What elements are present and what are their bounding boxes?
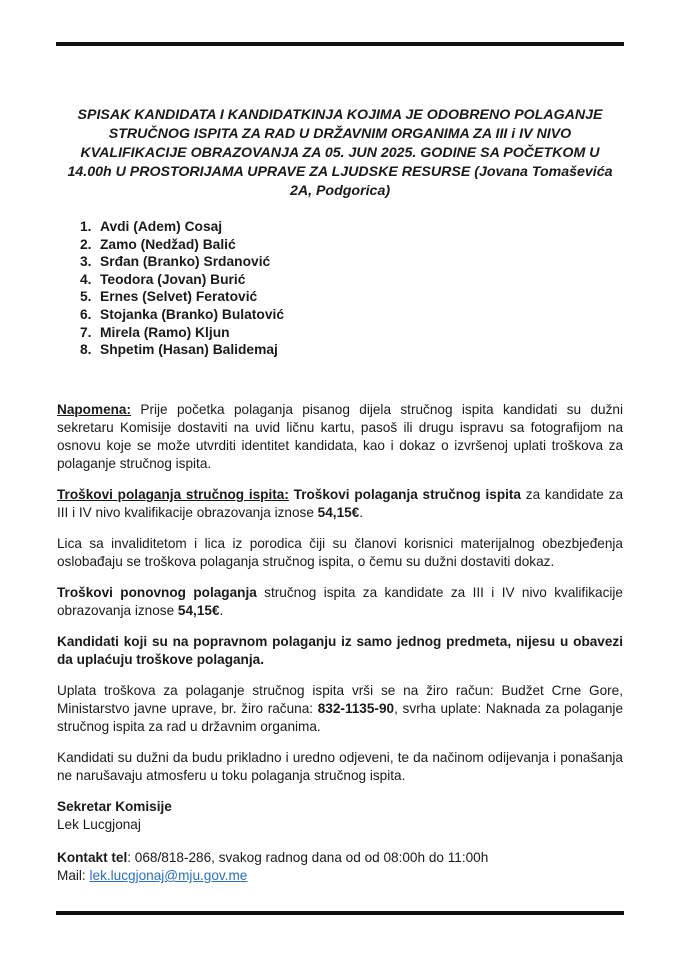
costs-amount: 54,15€: [317, 505, 360, 520]
note-label: Napomena:: [57, 402, 132, 417]
costs-label: Troškovi polaganja stručnog ispita:: [57, 487, 289, 502]
item-number: 8.: [80, 342, 92, 358]
exemption-paragraph: Lica sa invaliditetom i lica iz porodica čiji su članovi korisnici materijalnog obezbjeđenja oslobađaju se troškova polaganja stručnog ispita, o čemu su dužni dostaviti dokaz.: [57, 536, 623, 569]
signature-role: [57, 798, 623, 816]
document-title: SPISAK KANDIDATA I KANDIDATKINJA KOJIMA JE ODOBRENO POLAGANJE STRUČNOG ISPITA ZA RAD U DRŽAVNIM ORGANIMA ZA III i IV NIVO KVALIFIKACIJE OBRAZOVANJA ZA 05. JUN 2025. GODINE SA POČETKOM U 14.00h U PROSTORIJAMA UPRAVE ZA LJUDSKE RESURSE (Jovana Tomaševića 2A, Podgorica): [67, 107, 613, 199]
account-number: 832-1135-90: [317, 701, 395, 716]
single-subject-paragraph: [57, 633, 623, 669]
phone-text: : 068/818-286, svakog radnog dana od od 08:00h do 11:00h: [127, 850, 489, 865]
contact-phone: [57, 849, 623, 867]
list-item: [80, 288, 284, 306]
email-link[interactable]: lek.lucgjonaj@mju.gov.me: [89, 868, 248, 883]
bottom-divider: [56, 911, 624, 915]
retake-text: stručnog ispita za kandidate za III i IV nivo kvalifikacije obrazovanja iznose: [57, 585, 623, 618]
contact-mail: [57, 867, 623, 885]
list-item: [80, 236, 284, 254]
retake-bold: Troškovi ponovnog polaganja: [57, 585, 257, 600]
top-divider: [56, 42, 624, 46]
note-text: Prije početka polaganja pisanog dijela stručnog ispita kandidati su dužni sekretaru Komisije dostaviti na uvid ličnu kartu, pasoš ili drugu ispravu sa fotografijom na osnovu koje se može utvrditi identitet kandidata, kao i dokaz o izvršenoj uplati troškova za polaganje stručnog ispita.: [57, 402, 623, 471]
candidate-name: Teodora (Jovan) Burić: [100, 271, 246, 287]
list-item: [80, 341, 284, 359]
retake-paragraph: [57, 584, 623, 620]
costs-paragraph: [57, 486, 623, 522]
candidate-name: Shpetim (Hasan) Balidemaj: [100, 342, 278, 358]
list-item: [80, 306, 284, 324]
phone-label: Kontakt tel: [57, 850, 128, 865]
candidate-name: Zamo (Nedžad) Balić: [100, 236, 236, 252]
candidate-name: Mirela (Ramo) Kljun: [100, 324, 230, 340]
item-number: 5.: [80, 289, 92, 305]
item-number: 2.: [80, 236, 92, 252]
item-number: 6.: [80, 306, 92, 322]
note-paragraph: [57, 401, 623, 473]
signature-role-text: Sekretar Komisije: [57, 799, 172, 814]
candidate-name: Avdi (Adem) Cosaj: [100, 219, 223, 234]
costs-bold: Troškovi polaganja stručnog ispita: [288, 487, 521, 502]
costs-text: za kandidate za III i IV nivo kvalifikacije obrazovanja iznose: [57, 487, 623, 520]
item-number: 3.: [80, 254, 92, 270]
payment-paragraph: [57, 682, 623, 736]
candidate-name: Ernes (Selvet) Feratović: [100, 289, 258, 305]
candidate-name: Stojanka (Branko) Bulatović: [100, 306, 284, 322]
list-item: [80, 253, 284, 271]
payment-end: , svrha uplate: Naknada za polaganje stručnog ispita za rad u državnim organima.: [57, 701, 624, 734]
candidate-name: Srđan (Branko) Srdanović: [100, 254, 271, 270]
item-number: 1.: [80, 219, 92, 234]
retake-amount: 54,15€: [177, 603, 220, 618]
dress-code-paragraph: Kandidati su dužni da budu prikladno i uredno odjeveni, te da načinom odijevanja i ponašanja ne narušavaju atmosferu u toku polaganja stručnog ispita.: [57, 750, 623, 783]
single-subject-text: Kandidati koji su na popravnom polaganju iz samo jednog predmeta, nijesu u obavezi da uplaćuju troškove polaganja.: [57, 634, 623, 667]
document-body: [57, 401, 623, 898]
candidate-list: [80, 218, 284, 359]
list-item: [80, 271, 284, 289]
signature-name: Lek Lucgjonaj: [57, 817, 141, 832]
punctuation: .: [359, 505, 364, 520]
punctuation: .: [219, 603, 224, 618]
mail-label: Mail:: [57, 868, 90, 883]
list-item: [80, 324, 284, 342]
payment-text: Uplata troškova za polaganje stručnog ispita vrši se na žiro račun: Budžet Crne Gore, Ministarstvo javne uprave, br. žiro računa:: [57, 683, 623, 716]
item-number: 7.: [80, 324, 92, 340]
item-number: 4.: [80, 271, 92, 287]
list-item: [80, 218, 284, 236]
